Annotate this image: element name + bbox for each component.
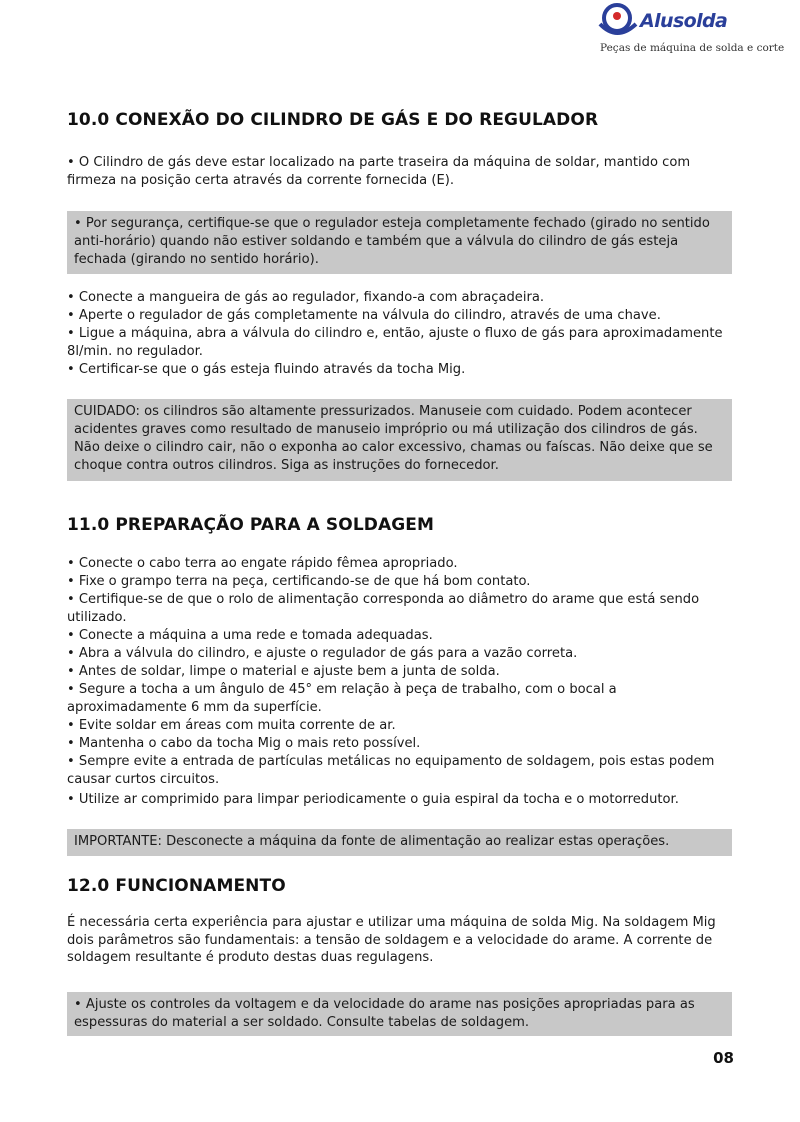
brand-logo bbox=[596, 2, 785, 62]
section-11-step: • Sempre evite a entrada de partículas metálicas no equipamento de soldagem, pois estas podem causar curtos circuitos. bbox=[67, 754, 715, 787]
section-11-step: • Certifique-se de que o rolo de alimentação corresponda ao diâmetro do arame que está sendo utilizado. bbox=[67, 592, 700, 625]
section-10-step: • Aperte o regulador de gás completamente na válvula do cilindro, através de uma chave. bbox=[67, 308, 661, 323]
logo-tagline: Peças de máquina de solda e corte bbox=[600, 42, 785, 54]
section-11-title: 11.0 PREPARAÇÃO PARA A SOLDAGEM bbox=[67, 515, 435, 535]
section-11-step: • Fixe o grampo terra na peça, certificando-se de que há bom contato. bbox=[67, 574, 531, 589]
section-10-intro: • O Cilindro de gás deve estar localizado na parte traseira da máquina de soldar, mantido com firmeza na posição certa através da corrente fornecida (E). bbox=[67, 155, 691, 188]
section-12-note-box bbox=[67, 992, 732, 1036]
section-11-step: • Conecte o cabo terra ao engate rápido fêmea apropriado. bbox=[67, 556, 458, 571]
caution-box bbox=[67, 399, 732, 481]
important-box bbox=[67, 829, 732, 856]
section-10-step: • Certificar-se que o gás esteja fluindo através da tocha Mig. bbox=[67, 362, 466, 377]
section-12-intro: É necessária certa experiência para ajustar e utilizar uma máquina de solda Mig. Na soldagem Mig dois parâmetros são fundamentais: a tensão de soldagem e a velocidade do arame. A corrente de soldagem resultante é produto destas duas regulagens. bbox=[67, 915, 716, 966]
important-text: IMPORTANTE: Desconecte a máquina da fonte de alimentação ao realizar estas operações. bbox=[74, 834, 670, 849]
section-11-step: • Utilize ar comprimido para limpar periodicamente o guia espiral da tocha e o motorredutor. bbox=[67, 792, 679, 807]
page-number: 08 bbox=[713, 1049, 734, 1067]
section-11-step: • Mantenha o cabo da tocha Mig o mais reto possível. bbox=[67, 736, 421, 751]
caution-text: CUIDADO: os cilindros são altamente pressurizados. Manuseie com cuidado. Podem acontecer acidentes graves como resultado de manuseio impróprio ou má utilização dos cilindros de gás. Não deixe o cilindro cair, não o exponha ao calor excessivo, chamas ou faíscas. Não deixe que se choque contra outros cilindros. Siga as instruções do fornecedor. bbox=[74, 404, 713, 473]
section-12-title: 12.0 FUNCIONAMENTO bbox=[67, 876, 286, 896]
section-11-step: • Evite soldar em áreas com muita corrente de ar. bbox=[67, 718, 396, 733]
section-11-step: • Abra a válvula do cilindro, e ajuste o regulador de gás para a vazão correta. bbox=[67, 646, 578, 661]
section-10-step: • Ligue a máquina, abra a válvula do cilindro e, então, ajuste o fluxo de gás para aproximadamente 8l/min. no regulador. bbox=[67, 326, 723, 359]
logo-swoosh-icon bbox=[596, 2, 642, 42]
section-10-note-box bbox=[67, 211, 732, 274]
section-10-title: 10.0 CONEXÃO DO CILINDRO DE GÁS E DO REGULADOR bbox=[67, 110, 599, 130]
section-10-step: • Conecte a mangueira de gás ao regulador, fixando-a com abraçadeira. bbox=[67, 290, 545, 305]
section-12-note: • Ajuste os controles da voltagem e da velocidade do arame nas posições apropriadas para as espessuras do material a ser soldado. Consulte tabelas de soldagem. bbox=[74, 997, 695, 1030]
section-11-step: • Segure a tocha a um ângulo de 45° em relação à peça de trabalho, com o bocal a aproximadamente 6 mm da superfície. bbox=[67, 682, 617, 715]
section-11-step: • Conecte a máquina a uma rede e tomada adequadas. bbox=[67, 628, 433, 643]
logo-text: Alusolda bbox=[640, 10, 728, 32]
section-11-step: • Antes de soldar, limpe o material e ajuste bem a junta de solda. bbox=[67, 664, 500, 679]
section-10-note: • Por segurança, certifique-se que o regulador esteja completamente fechado (girado no sentido anti-horário) quando não estiver soldando e também que a válvula do cilindro de gás esteja fechada (girando no sentido horário). bbox=[74, 216, 710, 267]
